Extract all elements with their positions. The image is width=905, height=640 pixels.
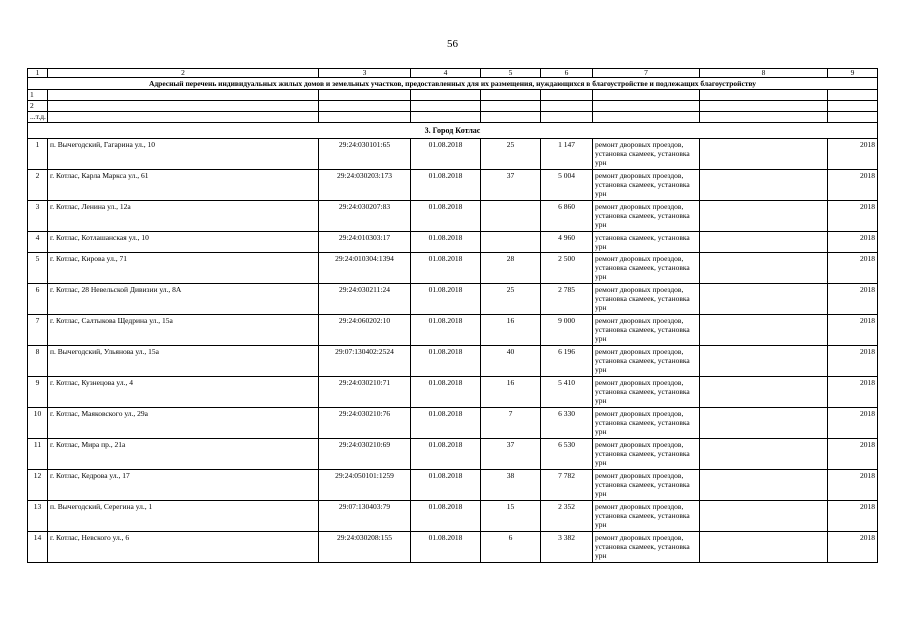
works-cell: ремонт дворовых проездов, установка скамеек, установка урн [593, 532, 700, 563]
area-cell: 5 004 [541, 170, 593, 201]
works-cell: ремонт дворовых проездов, установка скамеек, установка урн [593, 346, 700, 377]
address-cell: г. Котлас, Карла Маркса ул., 61 [48, 170, 319, 201]
cadastral-number-cell: 29:24:060202:10 [319, 315, 411, 346]
persons-cell [481, 201, 541, 232]
year-cell: 2018 [828, 470, 878, 501]
row-number: 10 [28, 408, 48, 439]
date-cell: 01.08.2018 [411, 501, 481, 532]
area-cell: 4 960 [541, 232, 593, 253]
date-cell: 01.08.2018 [411, 377, 481, 408]
address-cell: г. Котлас, Котлашанская ул., 10 [48, 232, 319, 253]
column-number-row [28, 69, 878, 78]
column-8-cell [700, 284, 828, 315]
column-8-cell [700, 532, 828, 563]
persons-cell: 15 [481, 501, 541, 532]
persons-cell: 25 [481, 139, 541, 170]
section-row [28, 123, 878, 139]
address-cell: г. Котлас, 28 Невельской Дивизии ул., 8А [48, 284, 319, 315]
cadastral-number-cell: 29:24:030203:173 [319, 170, 411, 201]
column-8-cell [700, 501, 828, 532]
area-cell: 6 330 [541, 408, 593, 439]
area-cell: 3 382 [541, 532, 593, 563]
cadastral-number-cell: 29:24:030101:65 [319, 139, 411, 170]
date-cell: 01.08.2018 [411, 315, 481, 346]
date-cell: 01.08.2018 [411, 408, 481, 439]
area-cell: 9 000 [541, 315, 593, 346]
works-cell: ремонт дворовых проездов, установка скамеек, установка урн [593, 139, 700, 170]
cadastral-number-cell: 29:24:030208:155 [319, 532, 411, 563]
table-row [28, 377, 878, 408]
works-cell: ремонт дворовых проездов, установка скамеек, установка урн [593, 439, 700, 470]
table-row [28, 346, 878, 377]
area-cell: 2 352 [541, 501, 593, 532]
date-cell: 01.08.2018 [411, 253, 481, 284]
column-number: 2 [48, 69, 319, 78]
date-cell: 01.08.2018 [411, 284, 481, 315]
year-cell: 2018 [828, 315, 878, 346]
table-row [28, 315, 878, 346]
date-cell: 01.08.2018 [411, 170, 481, 201]
column-8-cell [700, 470, 828, 501]
area-cell: 6 860 [541, 201, 593, 232]
column-8-cell [700, 315, 828, 346]
table-row [28, 439, 878, 470]
row-number: 3 [28, 201, 48, 232]
year-cell: 2018 [828, 139, 878, 170]
date-cell: 01.08.2018 [411, 139, 481, 170]
address-cell: г. Котлас, Маяковского ул., 29а [48, 408, 319, 439]
row-number: 4 [28, 232, 48, 253]
column-8-cell [700, 139, 828, 170]
table-row [28, 139, 878, 170]
column-8-cell [700, 170, 828, 201]
area-cell: 2 785 [541, 284, 593, 315]
area-cell: 5 410 [541, 377, 593, 408]
table-row [28, 408, 878, 439]
row-number: 12 [28, 470, 48, 501]
works-cell: ремонт дворовых проездов, установка скамеек, установка урн [593, 315, 700, 346]
column-8-cell [700, 232, 828, 253]
persons-cell: 28 [481, 253, 541, 284]
area-cell: 7 782 [541, 470, 593, 501]
address-cell: г. Котлас, Невского ул., 6 [48, 532, 319, 563]
works-cell: ремонт дворовых проездов, установка скамеек, установка урн [593, 470, 700, 501]
column-number: 4 [411, 69, 481, 78]
works-cell: ремонт дворовых проездов, установка скамеек, установка урн [593, 170, 700, 201]
persons-cell: 37 [481, 170, 541, 201]
address-cell: г. Котлас, Салтыкова Щедрина ул., 15а [48, 315, 319, 346]
table-row [28, 532, 878, 563]
works-cell: ремонт дворовых проездов, установка скамеек, установка урн [593, 284, 700, 315]
address-cell: г. Котлас, Ленина ул., 12а [48, 201, 319, 232]
works-cell: ремонт дворовых проездов, установка скамеек, установка урн [593, 253, 700, 284]
blank-row [28, 101, 878, 112]
year-cell: 2018 [828, 439, 878, 470]
date-cell: 01.08.2018 [411, 201, 481, 232]
cadastral-number-cell: 29:24:010304:1394 [319, 253, 411, 284]
column-8-cell [700, 377, 828, 408]
cadastral-number-cell: 29:24:010303:17 [319, 232, 411, 253]
column-number: 8 [700, 69, 828, 78]
year-cell: 2018 [828, 232, 878, 253]
row-number: 8 [28, 346, 48, 377]
section-title: 3. Город Котлас [28, 123, 878, 139]
column-8-cell [700, 408, 828, 439]
persons-cell: 25 [481, 284, 541, 315]
table-row [28, 284, 878, 315]
column-number: 6 [541, 69, 593, 78]
cadastral-number-cell: 29:07:130402:2524 [319, 346, 411, 377]
address-cell: п. Вычегодский, Гагарина ул., 10 [48, 139, 319, 170]
address-cell: п. Вычегодский, Ульянова ул., 15а [48, 346, 319, 377]
table-row [28, 253, 878, 284]
persons-cell: 40 [481, 346, 541, 377]
blank-row-number: 1 [28, 90, 48, 101]
blank-row [28, 90, 878, 101]
works-cell: ремонт дворовых проездов, установка скамеек, установка урн [593, 377, 700, 408]
page-number: 56 [447, 38, 458, 50]
row-number: 11 [28, 439, 48, 470]
table-row [28, 170, 878, 201]
works-cell: установка скамеек, установка урн [593, 232, 700, 253]
cadastral-number-cell: 29:24:030210:69 [319, 439, 411, 470]
persons-cell: 38 [481, 470, 541, 501]
blank-row-number: 2 [28, 101, 48, 112]
address-cell: г. Котлас, Мира пр., 21а [48, 439, 319, 470]
date-cell: 01.08.2018 [411, 470, 481, 501]
column-8-cell [700, 253, 828, 284]
area-cell: 6 530 [541, 439, 593, 470]
address-cell: г. Котлас, Кедрова ул., 17 [48, 470, 319, 501]
area-cell: 6 196 [541, 346, 593, 377]
table-row [28, 232, 878, 253]
column-number: 1 [28, 69, 48, 78]
year-cell: 2018 [828, 284, 878, 315]
column-number: 9 [828, 69, 878, 78]
blank-row [28, 112, 878, 123]
address-table [27, 68, 878, 563]
works-cell: ремонт дворовых проездов, установка скамеек, установка урн [593, 501, 700, 532]
year-cell: 2018 [828, 501, 878, 532]
persons-cell: 16 [481, 377, 541, 408]
year-cell: 2018 [828, 377, 878, 408]
column-8-cell [700, 346, 828, 377]
address-cell: п. Вычегодский, Серегина ул., 1 [48, 501, 319, 532]
column-number: 5 [481, 69, 541, 78]
works-cell: ремонт дворовых проездов, установка скамеек, установка урн [593, 201, 700, 232]
blank-row-number: ...т.д. [28, 112, 48, 123]
row-number: 7 [28, 315, 48, 346]
year-cell: 2018 [828, 408, 878, 439]
table-row [28, 501, 878, 532]
persons-cell [481, 232, 541, 253]
date-cell: 01.08.2018 [411, 232, 481, 253]
column-8-cell [700, 201, 828, 232]
date-cell: 01.08.2018 [411, 532, 481, 563]
row-number: 5 [28, 253, 48, 284]
year-cell: 2018 [828, 532, 878, 563]
date-cell: 01.08.2018 [411, 439, 481, 470]
row-number: 6 [28, 284, 48, 315]
persons-cell: 16 [481, 315, 541, 346]
row-number: 1 [28, 139, 48, 170]
address-cell: г. Котлас, Кирова ул., 71 [48, 253, 319, 284]
year-cell: 2018 [828, 346, 878, 377]
cadastral-number-cell: 29:07:130403:79 [319, 501, 411, 532]
row-number: 2 [28, 170, 48, 201]
cadastral-number-cell: 29:24:030207:83 [319, 201, 411, 232]
year-cell: 2018 [828, 170, 878, 201]
date-cell: 01.08.2018 [411, 346, 481, 377]
row-number: 13 [28, 501, 48, 532]
row-number: 14 [28, 532, 48, 563]
address-cell: г. Котлас, Кузнецова ул., 4 [48, 377, 319, 408]
persons-cell: 7 [481, 408, 541, 439]
area-cell: 1 147 [541, 139, 593, 170]
area-cell: 2 500 [541, 253, 593, 284]
table-caption: Адресный перечень индивидуальных жилых домов и земельных участков, предоставленных для их размещения, нуждающихся в благоустройстве и подлежащих благоустройству [28, 78, 878, 90]
persons-cell: 6 [481, 532, 541, 563]
works-cell: ремонт дворовых проездов, установка скамеек, установка урн [593, 408, 700, 439]
cadastral-number-cell: 29:24:030210:76 [319, 408, 411, 439]
cadastral-number-cell: 29:24:030211:24 [319, 284, 411, 315]
cadastral-number-cell: 29:24:030210:71 [319, 377, 411, 408]
column-number: 3 [319, 69, 411, 78]
row-number: 9 [28, 377, 48, 408]
column-8-cell [700, 439, 828, 470]
table-row [28, 470, 878, 501]
cadastral-number-cell: 29:24:050101:1259 [319, 470, 411, 501]
year-cell: 2018 [828, 253, 878, 284]
column-number: 7 [593, 69, 700, 78]
caption-row [28, 78, 878, 90]
table-row [28, 201, 878, 232]
year-cell: 2018 [828, 201, 878, 232]
persons-cell: 37 [481, 439, 541, 470]
